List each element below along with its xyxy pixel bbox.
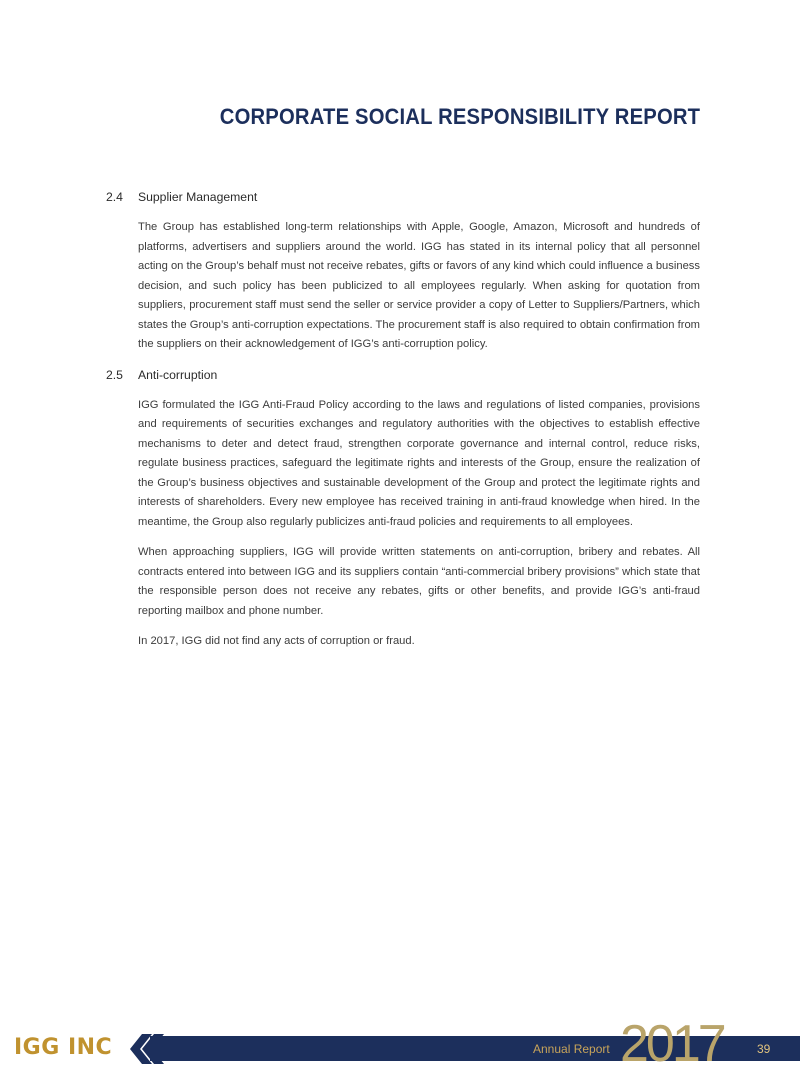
- page-number: 39: [757, 1042, 771, 1056]
- company-logo: IGG INC: [14, 1035, 113, 1060]
- section-heading: [106, 188, 700, 206]
- section-heading: [106, 366, 700, 384]
- paragraph: The Group has established long-term relationships with Apple, Google, Amazon, Microsoft and hundreds of platforms, advertisers and suppliers around the world. IGG has stated in its internal policy that all personnel acting on the Group’s behalf must not receive rebates, gifts or favors of any kind which could influence a business decision, and such policy has been publicized to all employees regularly. When asking for quotation from suppliers, procurement staff must send the seller or service provider a copy of Letter to Suppliers/Partners, which states the Group’s anti-corruption expectations. The procurement staff is also required to obtain confirmation from the suppliers on their acknowledgement of IGG’s anti-corruption policy.: [138, 221, 700, 350]
- section-anti-corruption: [106, 366, 700, 652]
- page-title: CORPORATE SOCIAL RESPONSIBILITY REPORT: [219, 104, 700, 129]
- chevron-left-icon: [128, 1034, 164, 1064]
- paragraph: When approaching suppliers, IGG will provide written statements on anti-corruption, bribery and rebates. All contracts entered into between IGG and its suppliers contain “anti-commercial bribery provisions” which state that the responsible person does not receive any rebates, gifts or other benefits, and provide IGG’s anti-fraud reporting mailbox and phone number.: [138, 546, 700, 617]
- report-year: 2017: [620, 1015, 724, 1073]
- paragraph: IGG formulated the IGG Anti-Fraud Policy according to the laws and regulations of listed companies, provisions and requirements of securities exchanges and regulatory authorities with the objectives to establish effective mechanisms to deter and detect fraud, strengthen corporate governance and internal control, reduce risks, regulate business practices, safeguard the legitimate rights and interests of the Group, ensure the realization of the Group’s business objectives and sustainable development of the Group and protect the legitimate rights and interests of shareholders. Every new employee has received training in anti-fraud knowledge when hired. In the meantime, the Group also regularly publicizes anti-fraud policies and requirements to all employees.: [138, 398, 700, 528]
- paragraph: In 2017, IGG did not find any acts of corruption or fraud.: [138, 635, 415, 647]
- section-body: [138, 396, 700, 652]
- section-title: Supplier Management: [138, 190, 258, 204]
- section-number: 2.4: [106, 190, 123, 204]
- report-label: Annual Report: [533, 1042, 610, 1056]
- main-content: [106, 188, 700, 663]
- section-body: [138, 218, 700, 355]
- section-supplier-management: [106, 188, 700, 355]
- section-title: Anti-corruption: [138, 367, 218, 382]
- section-number: 2.5: [106, 367, 123, 382]
- page-footer: [0, 1015, 800, 1086]
